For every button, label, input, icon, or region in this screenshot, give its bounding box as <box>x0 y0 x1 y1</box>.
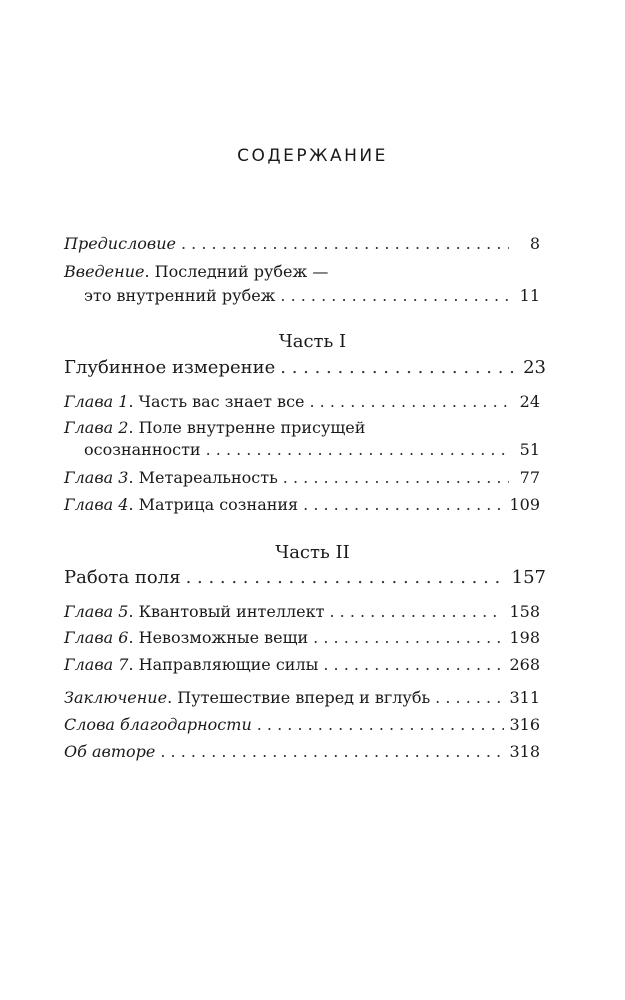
leader-dots <box>257 713 505 737</box>
leader-dots <box>313 626 504 650</box>
page-number: 77 <box>519 468 540 487</box>
page-number: 158 <box>509 602 540 621</box>
leader-dots <box>280 356 515 380</box>
leader-dots <box>283 466 509 490</box>
toc-section-depth-dimension[interactable]: Глубинное измерение . . . 23 <box>64 356 546 380</box>
page-number: 268 <box>509 655 540 674</box>
page-number: 318 <box>509 742 540 761</box>
toc-entry-introduction[interactable]: Введение. Последний рубеж — <box>64 262 329 281</box>
leader-dots <box>310 390 510 414</box>
leader-dots <box>186 566 507 590</box>
leader-dots <box>303 493 504 517</box>
leader-dots <box>329 600 504 624</box>
page-number: 8 <box>529 234 540 253</box>
toc-entry-about-author[interactable]: Об авторе . . . 318 <box>64 740 540 764</box>
toc-entry-chapter-1[interactable]: Глава 1. Часть вас знает все . . . 24 <box>64 390 540 414</box>
leader-dots <box>435 686 504 710</box>
leader-dots <box>160 740 504 764</box>
page-number: 109 <box>509 495 540 514</box>
page-number: 23 <box>523 357 546 378</box>
part-1-heading: Часть I <box>278 331 347 352</box>
leader-dots <box>280 284 509 308</box>
entry-label: Введение <box>64 262 145 281</box>
toc-entry-chapter-6[interactable]: Глава 6. Невозможные вещи . . . 198 <box>64 626 540 650</box>
page-number: 24 <box>519 392 540 411</box>
toc-entry-chapter-2[interactable]: Глава 2. Поле внутренне присущей <box>64 418 366 437</box>
leader-dots <box>206 438 509 462</box>
toc-entry-acknowledgements[interactable]: Слова благодарности . . . 316 <box>64 713 540 737</box>
toc-entry-conclusion[interactable]: Заключение. Путешествие вперед и вглубь . . . 311 <box>64 686 540 710</box>
page-number: 11 <box>519 286 540 305</box>
page-number: 157 <box>511 567 546 588</box>
toc-entry-chapter-2-cont[interactable]: осознанности . . . 51 <box>64 438 540 462</box>
leader-dots <box>181 232 509 256</box>
leader-dots <box>323 653 504 677</box>
toc-entry-chapter-3[interactable]: Глава 3. Метареальность . . . 77 <box>64 466 540 490</box>
toc-entry-introduction-cont[interactable]: это внутренний рубеж . . . 11 <box>64 284 540 308</box>
toc-entry-chapter-7[interactable]: Глава 7. Направляющие силы . . . 268 <box>64 653 540 677</box>
toc-entry-chapter-5[interactable]: Глава 5. Квантовый интеллект . . . 158 <box>64 600 540 624</box>
entry-label: Предисловие <box>64 234 176 253</box>
page-number: 311 <box>509 688 540 707</box>
toc-section-field-work[interactable]: Работа поля . . . 157 <box>64 566 546 590</box>
part-2-heading: Часть II <box>275 542 350 563</box>
page-number: 198 <box>509 628 540 647</box>
page-number: 51 <box>519 440 540 459</box>
page-number: 316 <box>509 715 540 734</box>
toc-entry-preface[interactable] <box>64 232 540 256</box>
toc-title: СОДЕРЖАНИЕ <box>237 146 388 166</box>
toc-entry-chapter-4[interactable]: Глава 4. Матрица сознания . . . 109 <box>64 493 540 517</box>
